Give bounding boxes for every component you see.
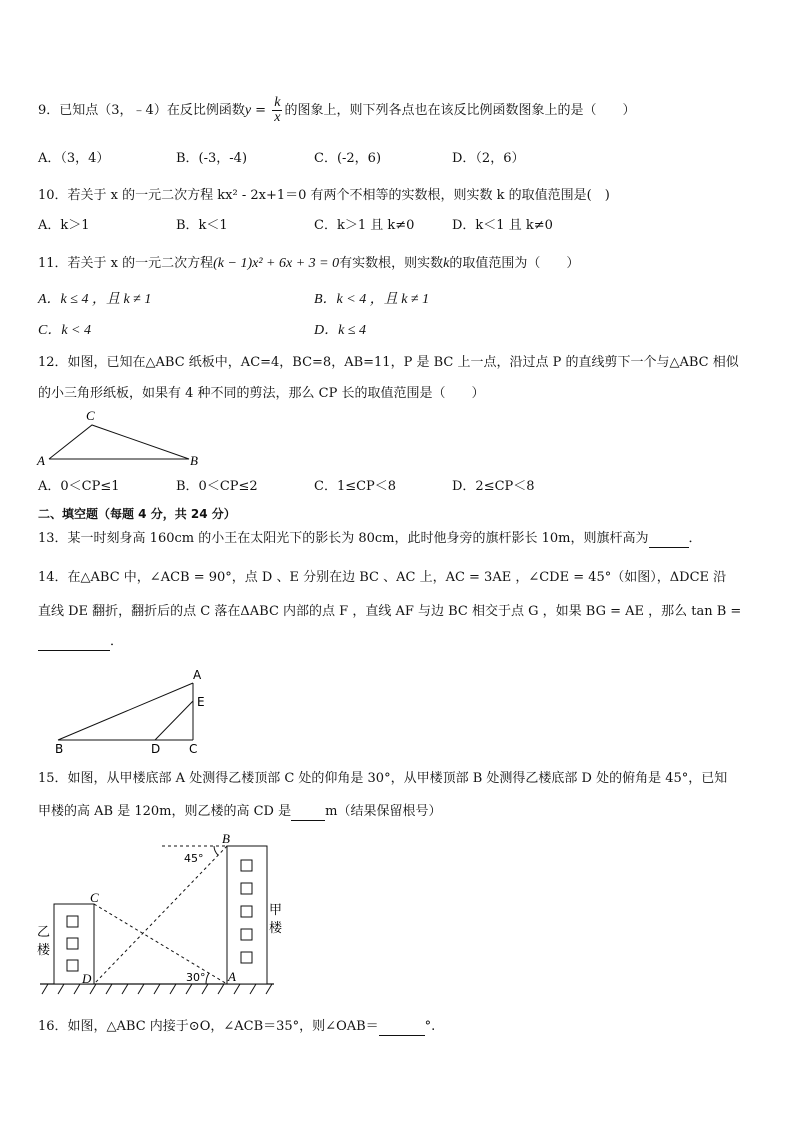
q12-option-a[interactable]: A．0＜CP≤1	[38, 479, 120, 494]
q15-stem-line1: 15．如图，从甲楼底部 A 处测得乙楼顶部 C 处的仰角是 30°，从甲楼顶部 B 处测得乙楼底部 D 处的俯角是 45°，已知	[38, 771, 728, 786]
q15-label-yi-1: 乙	[37, 925, 51, 940]
q9-stem: 9．已知点（3，﹣4）在反比例函数y = $\frac{k}{x}$ 的图象上，则下列各点也在该反比例函数图象上的是（ ）	[38, 95, 636, 125]
q14-label-c: C	[189, 742, 198, 756]
q15-label-b: B	[222, 831, 230, 846]
q12-option-b[interactable]: B．0＜CP≤2	[176, 479, 258, 494]
q14-answer-blank[interactable]	[38, 636, 110, 651]
q14-answer-row: ．	[38, 633, 123, 651]
q9-frac-num: k	[274, 95, 281, 110]
sight-line-a-to-c	[94, 904, 227, 984]
q9-option-b[interactable]: B．(-3，-4)	[176, 151, 248, 166]
q12-stem-line1: 12．如图，已知在△ABC 纸板中，AC=4，BC=8，AB=11，P 是 BC 上一点，沿过点 P 的直线剪下一个与△ABC 相似	[38, 355, 739, 370]
q15-angle-30: 30°	[186, 971, 206, 984]
q15-label-jia-2: 楼	[269, 921, 283, 936]
q12-label-a: A	[37, 453, 45, 468]
q9-func-y: y	[244, 103, 252, 118]
q12-triangle-figure	[34, 404, 210, 470]
q12-label-b: B	[190, 453, 198, 468]
q10-option-d[interactable]: D．k＜1 且 k≠0	[452, 218, 553, 233]
q11-option-b[interactable]: B．k < 4 ，且 k ≠ 1	[314, 292, 430, 307]
q15-stem-line2: 甲楼的高 AB 是 120m，则乙楼的高 CD 是 m（结果保留根号）	[38, 804, 442, 819]
q16-stem: 16．如图，△ABC 内接于⊙O，∠ACB＝35°，则∠OAB＝ °.	[38, 1019, 436, 1034]
q14-triangle-figure	[52, 664, 214, 756]
q9-func-eq: =	[251, 103, 271, 118]
q14-stem-line2: 直线 DE 翻折，翻折后的点 C 落在ΔABC 内部的点 F ，直线 AF 与边 BC 相交于点 G ，如果 BG = AE ，那么 tan B =	[38, 604, 742, 619]
q11-option-a[interactable]: A．k ≤ 4 ，且 k ≠ 1	[38, 292, 152, 307]
q13-stem: 13．某一时刻身高 160cm 的小王在太阳光下的影长为 80cm，此时他身旁的旗杆影长 10m，则旗杆高为 ．	[38, 531, 702, 546]
q9-option-a[interactable]: A．（3，4）	[38, 151, 110, 166]
section-fill-in-blank-title: 二、填空题（每题 4 分，共 24 分）	[38, 507, 236, 521]
q14-label-e: E	[197, 695, 205, 709]
q11-option-c[interactable]: C．k < 4	[38, 323, 91, 338]
q14-stem-line1: 14．在△ABC 中，∠ACB = 90°，点 D 、E 分别在边 BC 、AC 上，AC = 3AE ，∠CDE = 45°（如图），ΔDCE 沿	[38, 570, 727, 585]
sight-line-b-to-d	[94, 846, 227, 984]
q15-buildings-figure	[34, 830, 284, 1002]
q12-option-c[interactable]: C．1≤CP＜8	[314, 479, 397, 494]
q15-answer-blank[interactable]	[291, 806, 325, 821]
q14-label-b: B	[55, 742, 64, 756]
q10-option-a[interactable]: A．k＞1	[38, 218, 90, 233]
q9-frac-den: x	[274, 110, 281, 125]
q9-option-c[interactable]: C．(-2，6)	[314, 151, 382, 166]
q12-option-d[interactable]: D．2≤CP＜8	[452, 479, 535, 494]
q12-triangle	[49, 425, 189, 459]
ground-hatching	[42, 984, 272, 994]
q12-stem-line2: 的小三角形纸板，如果有 4 种不同的剪法，那么 CP 长的取值范围是（ ）	[38, 386, 485, 401]
q9-option-d[interactable]: D．（2，6）	[452, 151, 525, 166]
q10-option-c[interactable]: C．k＞1 且 k≠0	[314, 218, 415, 233]
q14-label-a: A	[193, 668, 202, 682]
q10-option-b[interactable]: B．k＜1	[176, 218, 228, 233]
q15-label-yi-2: 楼	[37, 943, 51, 958]
q12-label-c: C	[86, 408, 95, 423]
q9-fraction	[272, 96, 282, 125]
q15-label-d: D	[82, 971, 92, 986]
q15-label-c: C	[90, 890, 99, 905]
q11-option-d[interactable]: D．k ≤ 4	[314, 323, 367, 338]
q15-label-a: A	[228, 969, 236, 984]
q14-label-d: D	[151, 742, 161, 756]
q15-label-jia-1: 甲	[269, 903, 283, 918]
q11-equation: (k − 1)x² + 6x + 3 = 0	[213, 256, 340, 271]
q13-answer-blank[interactable]	[649, 533, 689, 548]
q11-var: k	[443, 256, 450, 271]
q11-stem: 11．若关于 x 的一元二次方程(k − 1)x² + 6x + 3 = 0有实数根，则实数k的取值范围为（ ）	[38, 256, 580, 271]
q16-answer-blank[interactable]	[379, 1021, 425, 1036]
q10-stem: 10．若关于 x 的一元二次方程 kx² - 2x+1＝0 有两个不相等的实数根，则实数 k 的取值范围是( )	[38, 188, 610, 203]
q15-angle-45: 45°	[184, 852, 204, 865]
